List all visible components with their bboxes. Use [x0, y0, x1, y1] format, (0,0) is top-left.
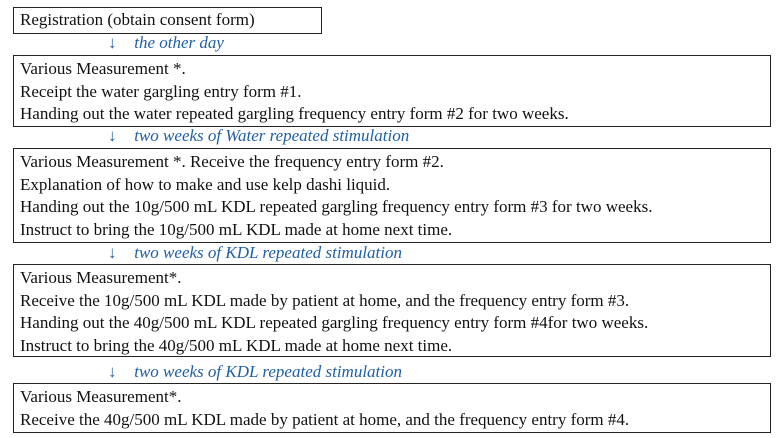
step-1-line-1: Registration (obtain consent form) [20, 10, 255, 29]
step-4-line-3: Handing out the 40g/500 mL KDL repeated gargling frequency entry form #4for two weeks. [20, 313, 649, 332]
connector-3 [108, 243, 402, 263]
connector-1 [108, 33, 224, 53]
step-box-water-gargling [13, 55, 771, 127]
step-2-line-2: Receipt the water gargling entry form #1. [20, 81, 302, 101]
step-3-line-2: Explanation of how to make and use kelp dashi liquid. [20, 174, 391, 194]
step-2-line-1: Various Measurement *. [20, 59, 186, 78]
connector-label: two weeks of KDL repeated stimulation [134, 362, 402, 381]
step-box-10g-kdl [13, 148, 771, 243]
connector-label: two weeks of Water repeated stimulation [134, 126, 410, 145]
step-3-line-4: Instruct to bring the 10g/500 mL KDL made at home next time. [20, 219, 453, 239]
step-box-40g-kdl [13, 264, 771, 357]
step-box-registration [13, 7, 322, 34]
down-arrow-icon: ↓ [108, 126, 117, 145]
down-arrow-icon: ↓ [108, 362, 117, 381]
step-2-line-3: Handing out the water repeated gargling frequency entry form #2 for two weeks. [20, 104, 569, 123]
connector-label: the other day [134, 33, 224, 52]
step-3-line-1: Various Measurement *. Receive the frequency entry form #2. [20, 152, 444, 171]
down-arrow-icon: ↓ [108, 33, 117, 52]
step-5-line-1: Various Measurement*. [20, 387, 182, 406]
connector-label: two weeks of KDL repeated stimulation [134, 243, 402, 262]
step-box-final [13, 383, 771, 433]
connector-2 [108, 126, 409, 146]
connector-4 [108, 362, 402, 382]
down-arrow-icon: ↓ [108, 243, 117, 262]
step-5-line-2: Receive the 40g/500 mL KDL made by patient at home, and the frequency entry form #4. [20, 409, 630, 429]
step-4-line-1: Various Measurement*. [20, 268, 182, 287]
step-4-line-2: Receive the 10g/500 mL KDL made by patient at home, and the frequency entry form #3. [20, 290, 630, 310]
step-3-line-3: Handing out the 10g/500 mL KDL repeated gargling frequency entry form #3 for two weeks. [20, 197, 653, 216]
step-4-line-4: Instruct to bring the 40g/500 mL KDL made at home next time. [20, 335, 453, 355]
